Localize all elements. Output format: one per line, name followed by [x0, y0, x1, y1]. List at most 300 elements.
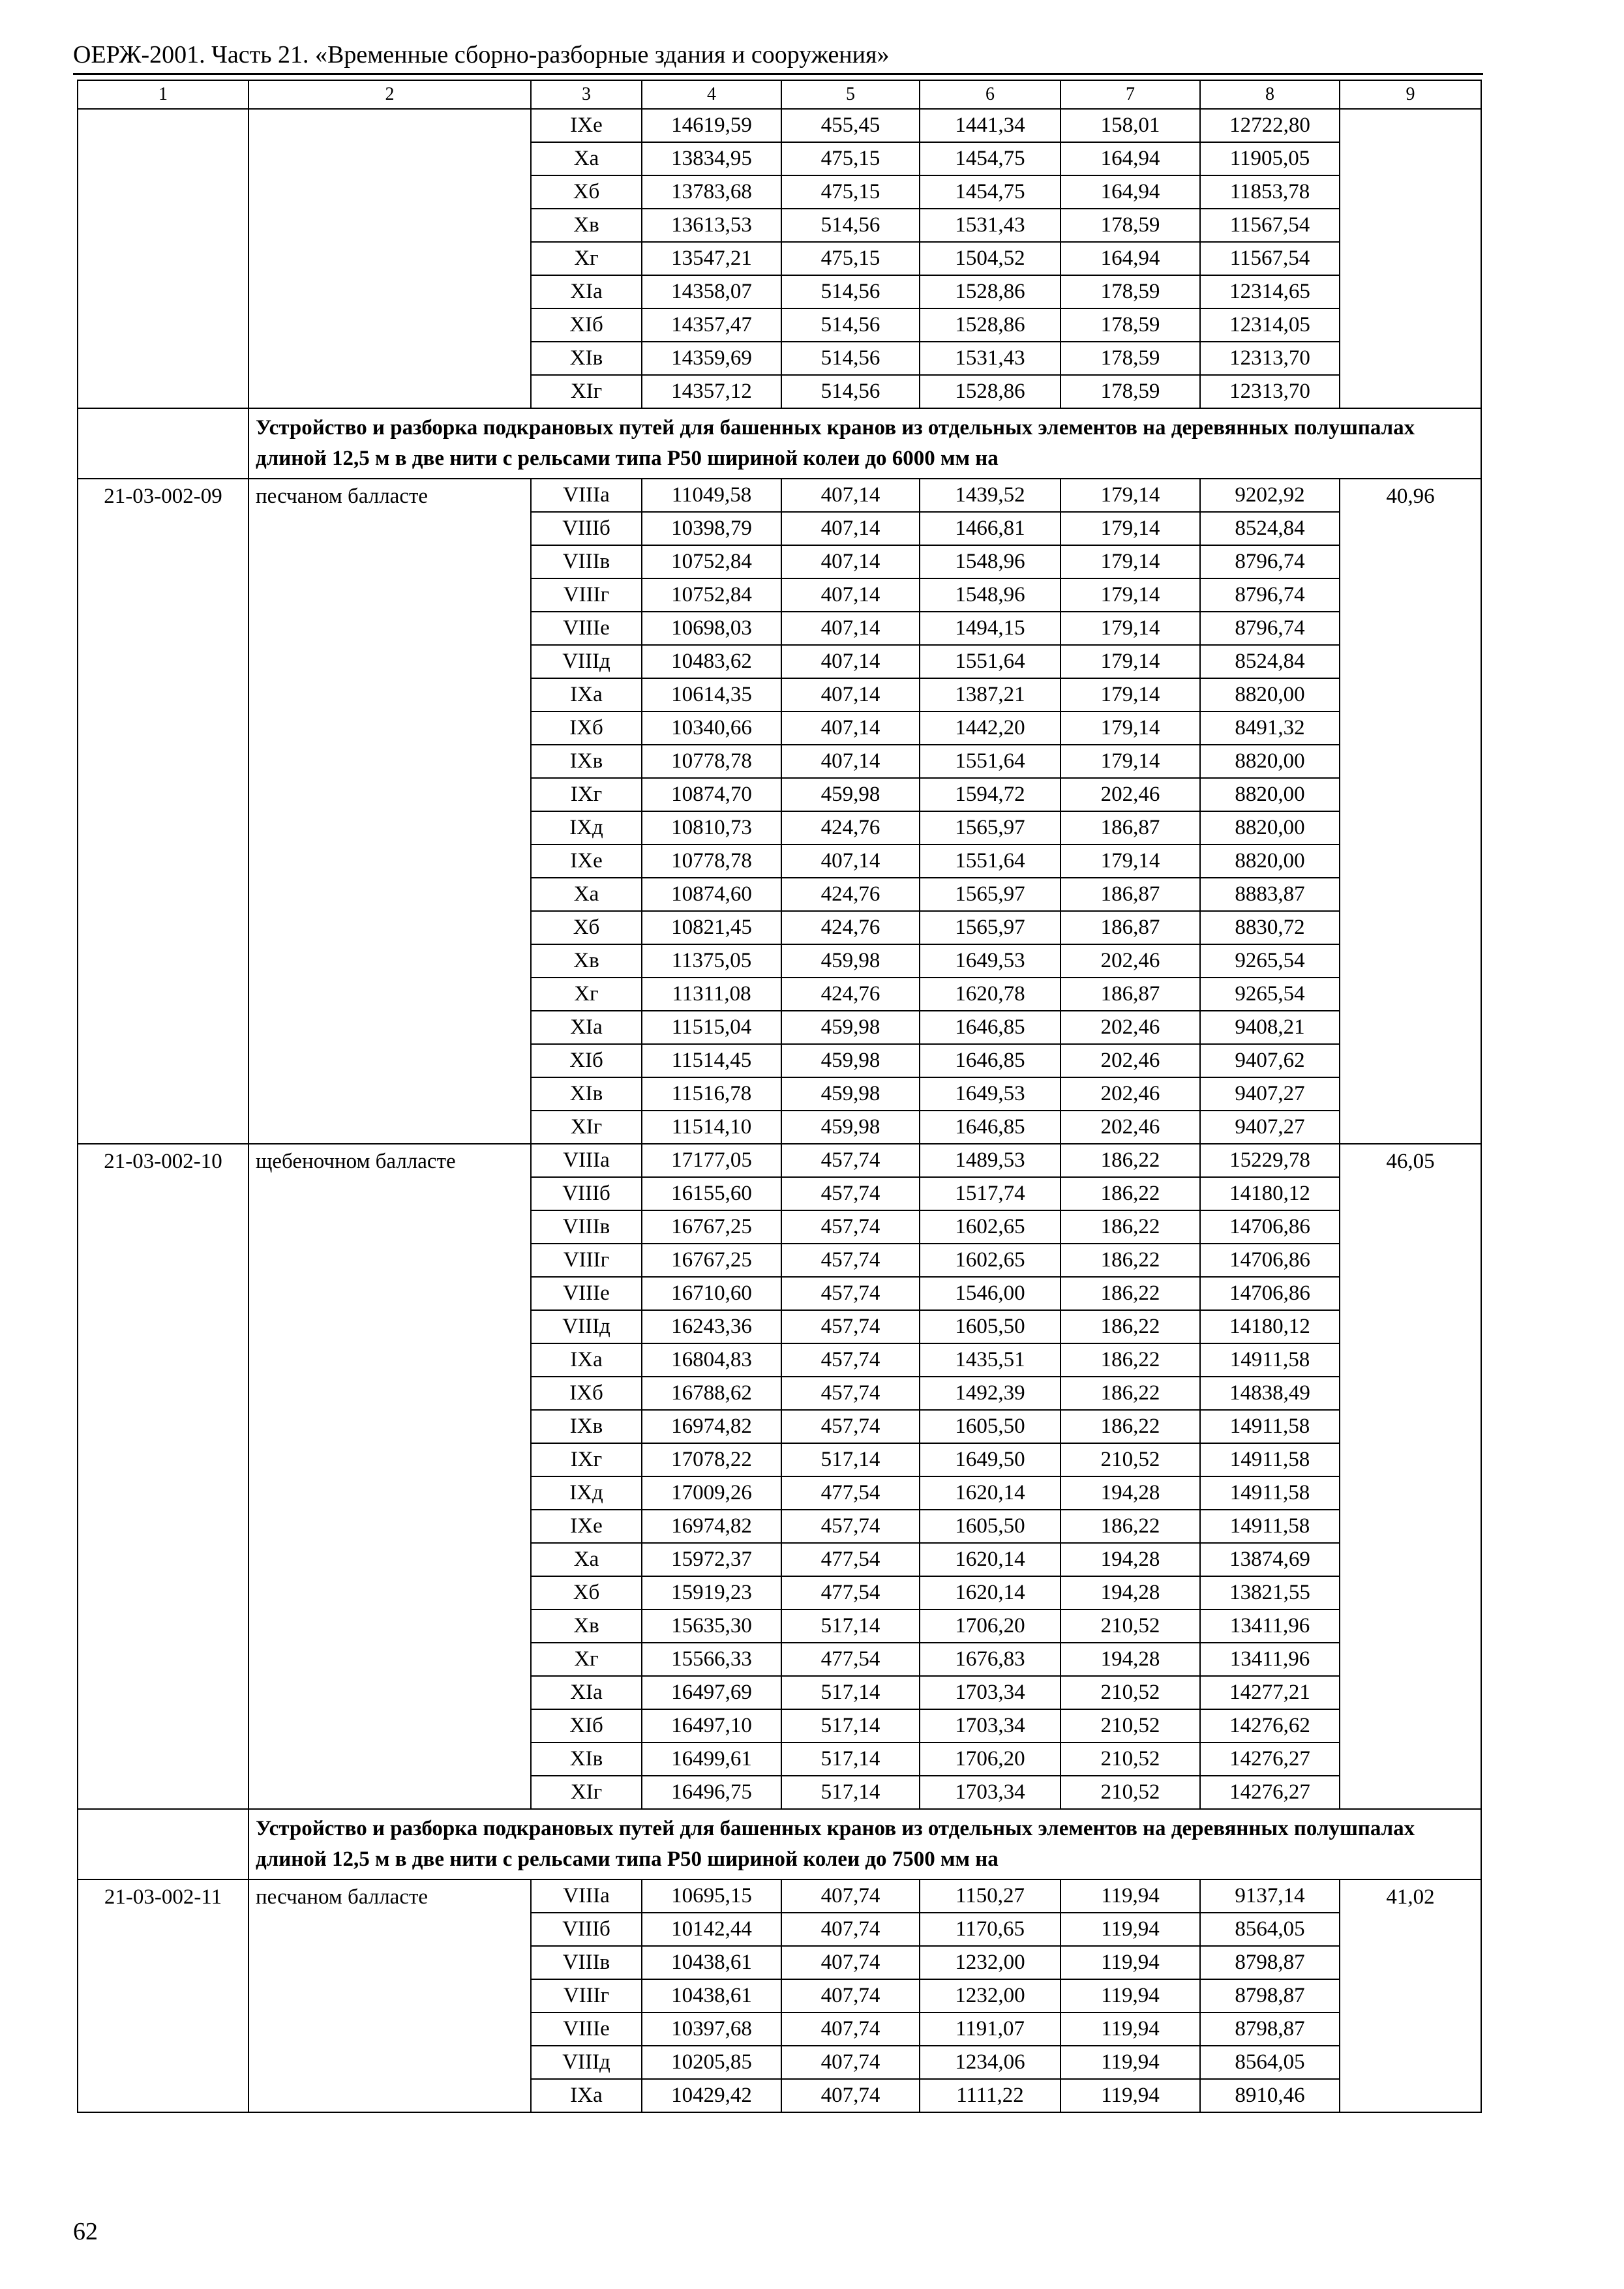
price-value: 210,52 — [1060, 1676, 1200, 1709]
rate-code: 21-03-002-10 — [78, 1144, 248, 1809]
price-value: 459,98 — [781, 944, 920, 978]
price-value: 158,01 — [1060, 109, 1200, 142]
column-number-row — [78, 80, 1481, 109]
price-value: 10142,44 — [642, 1913, 781, 1946]
price-value: 15972,37 — [642, 1543, 781, 1576]
price-value: 14277,21 — [1200, 1676, 1340, 1709]
price-value: 119,94 — [1060, 1946, 1200, 1979]
region-code: Xг — [531, 242, 642, 275]
region-code: VIIIб — [531, 512, 642, 545]
price-value: 8820,00 — [1200, 811, 1340, 845]
region-code: IXг — [531, 1443, 642, 1476]
price-value: 16499,61 — [642, 1743, 781, 1776]
price-value: 407,74 — [781, 1879, 920, 1913]
price-value: 1387,21 — [920, 678, 1060, 711]
price-value: 514,56 — [781, 308, 920, 342]
price-value: 424,76 — [781, 978, 920, 1011]
price-value: 14706,86 — [1200, 1277, 1340, 1310]
region-code: XIa — [531, 1676, 642, 1709]
region-code: XIв — [531, 342, 642, 375]
price-value: 10752,84 — [642, 578, 781, 612]
region-code: Xв — [531, 1609, 642, 1643]
price-value: 164,94 — [1060, 242, 1200, 275]
price-value: 186,22 — [1060, 1277, 1200, 1310]
price-value: 9407,62 — [1200, 1044, 1340, 1077]
price-value: 14276,27 — [1200, 1776, 1340, 1809]
price-value: 8796,74 — [1200, 578, 1340, 612]
price-value: 514,56 — [781, 209, 920, 242]
price-value: 1620,14 — [920, 1476, 1060, 1510]
region-code: XIг — [531, 1776, 642, 1809]
price-value: 186,87 — [1060, 978, 1200, 1011]
region-code: VIIIг — [531, 1244, 642, 1277]
price-value: 8910,46 — [1200, 2079, 1340, 2112]
price-value: 1551,64 — [920, 845, 1060, 878]
column-number: 8 — [1200, 80, 1340, 109]
column-number: 2 — [248, 80, 531, 109]
price-value: 477,54 — [781, 1643, 920, 1676]
price-value: 119,94 — [1060, 2012, 1200, 2046]
price-value: 475,15 — [781, 242, 920, 275]
price-value: 1442,20 — [920, 711, 1060, 745]
price-value: 10695,15 — [642, 1879, 781, 1913]
price-value: 1649,53 — [920, 1077, 1060, 1111]
region-code: IXa — [531, 678, 642, 711]
price-value: 477,54 — [781, 1476, 920, 1510]
price-value: 407,74 — [781, 2046, 920, 2079]
price-value: 11311,08 — [642, 978, 781, 1011]
price-value: 14911,58 — [1200, 1476, 1340, 1510]
price-value: 1111,22 — [920, 2079, 1060, 2112]
price-value: 1565,97 — [920, 911, 1060, 944]
price-value: 14180,12 — [1200, 1310, 1340, 1343]
price-value: 16767,25 — [642, 1210, 781, 1244]
price-value: 194,28 — [1060, 1543, 1200, 1576]
price-value: 10874,60 — [642, 878, 781, 911]
price-value: 1551,64 — [920, 645, 1060, 678]
price-value: 517,14 — [781, 1743, 920, 1776]
price-value: 9407,27 — [1200, 1077, 1340, 1111]
price-value: 164,94 — [1060, 175, 1200, 209]
region-code: XIб — [531, 308, 642, 342]
region-code: IXб — [531, 711, 642, 745]
price-value: 1528,86 — [920, 308, 1060, 342]
price-value: 407,14 — [781, 678, 920, 711]
price-value: 14706,86 — [1200, 1244, 1340, 1277]
region-code: IXв — [531, 1410, 642, 1443]
price-value: 1232,00 — [920, 1979, 1060, 2012]
price-value: 9265,54 — [1200, 978, 1340, 1011]
header-divider — [73, 73, 1483, 75]
rate-description — [248, 109, 531, 408]
price-value: 1441,34 — [920, 109, 1060, 142]
price-value: 407,74 — [781, 1979, 920, 2012]
price-value: 10438,61 — [642, 1979, 781, 2012]
region-code: VIIIa — [531, 1144, 642, 1177]
price-value: 1517,74 — [920, 1177, 1060, 1210]
price-value: 13783,68 — [642, 175, 781, 209]
price-value: 15919,23 — [642, 1576, 781, 1609]
price-value: 210,52 — [1060, 1743, 1200, 1776]
price-value: 11049,58 — [642, 479, 781, 512]
page-header-title: ОЕРЖ-2001. Часть 21. «Временные сборно-разборные здания и сооружения» — [73, 41, 890, 68]
price-value: 119,94 — [1060, 1913, 1200, 1946]
table-row — [78, 1879, 1481, 1913]
section-heading: Устройство и разборка подкрановых путей для башенных кранов из отдельных элементов на деревянных полушпалах длиной 12,5 м в две нити с рельсами типа Р50 шириной колеи до 7500 мм на — [248, 1809, 1481, 1879]
price-value: 179,14 — [1060, 578, 1200, 612]
price-value: 1620,78 — [920, 978, 1060, 1011]
price-value: 1605,50 — [920, 1310, 1060, 1343]
region-code: Xa — [531, 142, 642, 175]
column-number: 7 — [1060, 80, 1200, 109]
price-value: 8820,00 — [1200, 845, 1340, 878]
price-value: 210,52 — [1060, 1709, 1200, 1743]
price-value: 459,98 — [781, 778, 920, 811]
price-value: 459,98 — [781, 1111, 920, 1144]
region-code: XIa — [531, 275, 642, 308]
price-value: 10483,62 — [642, 645, 781, 678]
section-code-cell — [78, 408, 248, 479]
price-value: 186,22 — [1060, 1410, 1200, 1443]
price-value: 10429,42 — [642, 2079, 781, 2112]
price-value: 1703,34 — [920, 1776, 1060, 1809]
price-value: 8524,84 — [1200, 512, 1340, 545]
rate-description: щебеночном балласте — [248, 1144, 531, 1809]
price-value: 186,22 — [1060, 1510, 1200, 1543]
price-value: 178,59 — [1060, 209, 1200, 242]
price-value: 1551,64 — [920, 745, 1060, 778]
price-value: 210,52 — [1060, 1776, 1200, 1809]
price-value: 14358,07 — [642, 275, 781, 308]
price-value: 186,22 — [1060, 1244, 1200, 1277]
price-value: 12722,80 — [1200, 109, 1340, 142]
price-value: 179,14 — [1060, 745, 1200, 778]
price-value: 457,74 — [781, 1144, 920, 1177]
price-value: 1602,65 — [920, 1244, 1060, 1277]
price-value: 13613,53 — [642, 209, 781, 242]
price-value: 1234,06 — [920, 2046, 1060, 2079]
price-value: 407,74 — [781, 2012, 920, 2046]
price-value: 517,14 — [781, 1709, 920, 1743]
region-code: IXг — [531, 778, 642, 811]
price-value: 517,14 — [781, 1676, 920, 1709]
price-value: 9408,21 — [1200, 1011, 1340, 1044]
price-value: 8798,87 — [1200, 1946, 1340, 1979]
price-value: 477,54 — [781, 1543, 920, 1576]
price-value: 186,22 — [1060, 1343, 1200, 1377]
price-value: 210,52 — [1060, 1443, 1200, 1476]
price-value: 8564,05 — [1200, 1913, 1340, 1946]
price-value: 514,56 — [781, 375, 920, 408]
price-value: 1620,14 — [920, 1576, 1060, 1609]
price-value: 424,76 — [781, 811, 920, 845]
table-row — [78, 1144, 1481, 1177]
price-value: 16497,10 — [642, 1709, 781, 1743]
price-value: 1703,34 — [920, 1676, 1060, 1709]
price-value: 475,15 — [781, 142, 920, 175]
price-value: 16155,60 — [642, 1177, 781, 1210]
price-value: 16974,82 — [642, 1410, 781, 1443]
price-value: 119,94 — [1060, 1979, 1200, 2012]
price-value: 178,59 — [1060, 308, 1200, 342]
price-value: 179,14 — [1060, 845, 1200, 878]
price-value: 164,94 — [1060, 142, 1200, 175]
price-value: 457,74 — [781, 1244, 920, 1277]
price-value: 14911,58 — [1200, 1443, 1340, 1476]
price-value: 8820,00 — [1200, 678, 1340, 711]
price-value: 455,45 — [781, 109, 920, 142]
price-value: 194,28 — [1060, 1576, 1200, 1609]
region-code: IXв — [531, 745, 642, 778]
region-code: VIIIг — [531, 1979, 642, 2012]
column-number: 6 — [920, 80, 1060, 109]
price-value: 1531,43 — [920, 209, 1060, 242]
price-value: 1594,72 — [920, 778, 1060, 811]
price-value: 8796,74 — [1200, 612, 1340, 645]
price-value: 8491,32 — [1200, 711, 1340, 745]
price-value: 8798,87 — [1200, 2012, 1340, 2046]
price-value: 12313,70 — [1200, 375, 1340, 408]
price-value: 1706,20 — [920, 1609, 1060, 1643]
price-value: 1528,86 — [920, 375, 1060, 408]
price-value: 179,14 — [1060, 545, 1200, 578]
price-value: 457,74 — [781, 1377, 920, 1410]
price-value: 15635,30 — [642, 1609, 781, 1643]
price-value: 1676,83 — [920, 1643, 1060, 1676]
region-code: XIг — [531, 375, 642, 408]
price-value: 10821,45 — [642, 911, 781, 944]
price-value: 178,59 — [1060, 375, 1200, 408]
price-value: 517,14 — [781, 1776, 920, 1809]
price-value: 1605,50 — [920, 1510, 1060, 1543]
price-value: 14706,86 — [1200, 1210, 1340, 1244]
price-value: 179,14 — [1060, 645, 1200, 678]
region-code: IXa — [531, 1343, 642, 1377]
price-value: 17078,22 — [642, 1443, 781, 1476]
price-value: 407,14 — [781, 512, 920, 545]
price-value: 477,54 — [781, 1576, 920, 1609]
region-code: VIIIв — [531, 1210, 642, 1244]
page-number: 62 — [73, 2218, 98, 2245]
region-code: VIIIг — [531, 578, 642, 612]
column-number: 9 — [1340, 80, 1481, 109]
price-value: 11853,78 — [1200, 175, 1340, 209]
price-value: 1150,27 — [920, 1879, 1060, 1913]
price-value: 179,14 — [1060, 512, 1200, 545]
price-value: 16243,36 — [642, 1310, 781, 1343]
region-code: IXд — [531, 811, 642, 845]
price-value: 8830,72 — [1200, 911, 1340, 944]
column-9-value: 46,05 — [1340, 1144, 1481, 1809]
region-code: IXб — [531, 1377, 642, 1410]
price-value: 11567,54 — [1200, 209, 1340, 242]
region-code: VIIIa — [531, 1879, 642, 1913]
price-value: 13834,95 — [642, 142, 781, 175]
price-value: 16710,60 — [642, 1277, 781, 1310]
price-value: 8820,00 — [1200, 745, 1340, 778]
region-code: VIIIв — [531, 1946, 642, 1979]
region-code: VIIIa — [531, 479, 642, 512]
price-value: 1454,75 — [920, 142, 1060, 175]
price-value: 210,52 — [1060, 1609, 1200, 1643]
section-code-cell — [78, 1809, 248, 1879]
region-code: IXa — [531, 2079, 642, 2112]
price-value: 12314,65 — [1200, 275, 1340, 308]
price-value: 459,98 — [781, 1011, 920, 1044]
price-value: 14357,47 — [642, 308, 781, 342]
price-value: 202,46 — [1060, 1044, 1200, 1077]
price-value: 11375,05 — [642, 944, 781, 978]
region-code: XIб — [531, 1709, 642, 1743]
price-value: 202,46 — [1060, 1011, 1200, 1044]
section-heading: Устройство и разборка подкрановых путей для башенных кранов из отдельных элементов на деревянных полушпалах длиной 12,5 м в две нити с рельсами типа Р50 шириной колеи до 6000 мм на — [248, 408, 1481, 479]
price-value: 407,14 — [781, 578, 920, 612]
price-value: 16497,69 — [642, 1676, 781, 1709]
column-number: 4 — [642, 80, 781, 109]
price-value: 1649,53 — [920, 944, 1060, 978]
region-code: IXe — [531, 1510, 642, 1543]
price-value: 14911,58 — [1200, 1410, 1340, 1443]
price-value: 514,56 — [781, 342, 920, 375]
price-value: 186,87 — [1060, 878, 1200, 911]
region-code: VIIIe — [531, 1277, 642, 1310]
price-value: 15229,78 — [1200, 1144, 1340, 1177]
price-value: 14911,58 — [1200, 1343, 1340, 1377]
price-value: 459,98 — [781, 1077, 920, 1111]
price-value: 13411,96 — [1200, 1643, 1340, 1676]
price-value: 186,22 — [1060, 1177, 1200, 1210]
price-value: 9265,54 — [1200, 944, 1340, 978]
rates-table-body — [78, 80, 1481, 2112]
price-value: 1602,65 — [920, 1210, 1060, 1244]
price-value: 119,94 — [1060, 1879, 1200, 1913]
region-code: Xв — [531, 944, 642, 978]
price-value: 1605,50 — [920, 1410, 1060, 1443]
price-value: 186,22 — [1060, 1377, 1200, 1410]
price-value: 1504,52 — [920, 242, 1060, 275]
price-value: 457,74 — [781, 1210, 920, 1244]
price-value: 16804,83 — [642, 1343, 781, 1377]
price-value: 12313,70 — [1200, 342, 1340, 375]
price-value: 16767,25 — [642, 1244, 781, 1277]
price-value: 457,74 — [781, 1310, 920, 1343]
column-9-value: 41,02 — [1340, 1879, 1481, 2112]
price-value: 1439,52 — [920, 479, 1060, 512]
price-value: 10614,35 — [642, 678, 781, 711]
price-value: 1646,85 — [920, 1044, 1060, 1077]
price-value: 1565,97 — [920, 811, 1060, 845]
region-code: VIIIд — [531, 645, 642, 678]
rate-description: песчаном балласте — [248, 479, 531, 1144]
price-value: 8796,74 — [1200, 545, 1340, 578]
price-value: 16788,62 — [642, 1377, 781, 1410]
price-value: 13411,96 — [1200, 1609, 1340, 1643]
section-heading-row — [78, 408, 1481, 479]
price-value: 10698,03 — [642, 612, 781, 645]
price-value: 8524,84 — [1200, 645, 1340, 678]
price-value: 457,74 — [781, 1277, 920, 1310]
price-value: 179,14 — [1060, 612, 1200, 645]
price-value: 475,15 — [781, 175, 920, 209]
rate-code — [78, 109, 248, 408]
price-value: 10778,78 — [642, 745, 781, 778]
price-value: 14359,69 — [642, 342, 781, 375]
region-code: VIIIд — [531, 1310, 642, 1343]
price-value: 14619,59 — [642, 109, 781, 142]
price-value: 186,22 — [1060, 1210, 1200, 1244]
price-value: 8883,87 — [1200, 878, 1340, 911]
table-row — [78, 109, 1481, 142]
price-value: 10874,70 — [642, 778, 781, 811]
price-value: 179,14 — [1060, 711, 1200, 745]
price-value: 1191,07 — [920, 2012, 1060, 2046]
price-value: 14276,27 — [1200, 1743, 1340, 1776]
price-value: 9407,27 — [1200, 1111, 1340, 1144]
price-value: 1649,50 — [920, 1443, 1060, 1476]
price-value: 407,14 — [781, 711, 920, 745]
price-value: 13821,55 — [1200, 1576, 1340, 1609]
price-value: 1489,53 — [920, 1144, 1060, 1177]
price-value: 407,14 — [781, 845, 920, 878]
column-number: 1 — [78, 80, 248, 109]
region-code: VIIIд — [531, 2046, 642, 2079]
table-row — [78, 479, 1481, 512]
region-code: IXe — [531, 109, 642, 142]
price-value: 202,46 — [1060, 1077, 1200, 1111]
rate-description: песчаном балласте — [248, 1879, 531, 2112]
price-value: 178,59 — [1060, 342, 1200, 375]
section-heading-row — [78, 1809, 1481, 1879]
column-number: 5 — [781, 80, 920, 109]
price-value: 407,14 — [781, 545, 920, 578]
price-value: 407,14 — [781, 645, 920, 678]
price-value: 11514,45 — [642, 1044, 781, 1077]
price-value: 1454,75 — [920, 175, 1060, 209]
price-value: 14838,49 — [1200, 1377, 1340, 1410]
price-value: 407,74 — [781, 1913, 920, 1946]
price-value: 179,14 — [1060, 678, 1200, 711]
rates-table — [77, 80, 1482, 2113]
price-value: 424,76 — [781, 878, 920, 911]
price-value: 11905,05 — [1200, 142, 1340, 175]
price-value: 17177,05 — [642, 1144, 781, 1177]
price-value: 202,46 — [1060, 1111, 1200, 1144]
price-value: 14357,12 — [642, 375, 781, 408]
region-code: VIIIб — [531, 1913, 642, 1946]
price-value: 17009,26 — [642, 1476, 781, 1510]
price-value: 10340,66 — [642, 711, 781, 745]
price-value: 11515,04 — [642, 1011, 781, 1044]
column-9-value — [1340, 109, 1481, 408]
region-code: Xг — [531, 1643, 642, 1676]
price-value: 186,22 — [1060, 1310, 1200, 1343]
price-value: 1232,00 — [920, 1946, 1060, 1979]
price-value: 457,74 — [781, 1343, 920, 1377]
price-value: 202,46 — [1060, 778, 1200, 811]
region-code: IXe — [531, 845, 642, 878]
price-value: 1646,85 — [920, 1011, 1060, 1044]
price-value: 514,56 — [781, 275, 920, 308]
price-value: 457,74 — [781, 1510, 920, 1543]
column-number: 3 — [531, 80, 642, 109]
price-value: 8798,87 — [1200, 1979, 1340, 2012]
price-value: 10397,68 — [642, 2012, 781, 2046]
price-value: 517,14 — [781, 1443, 920, 1476]
price-value: 119,94 — [1060, 2079, 1200, 2112]
price-value: 1170,65 — [920, 1913, 1060, 1946]
price-value: 407,74 — [781, 2079, 920, 2112]
price-value: 16496,75 — [642, 1776, 781, 1809]
